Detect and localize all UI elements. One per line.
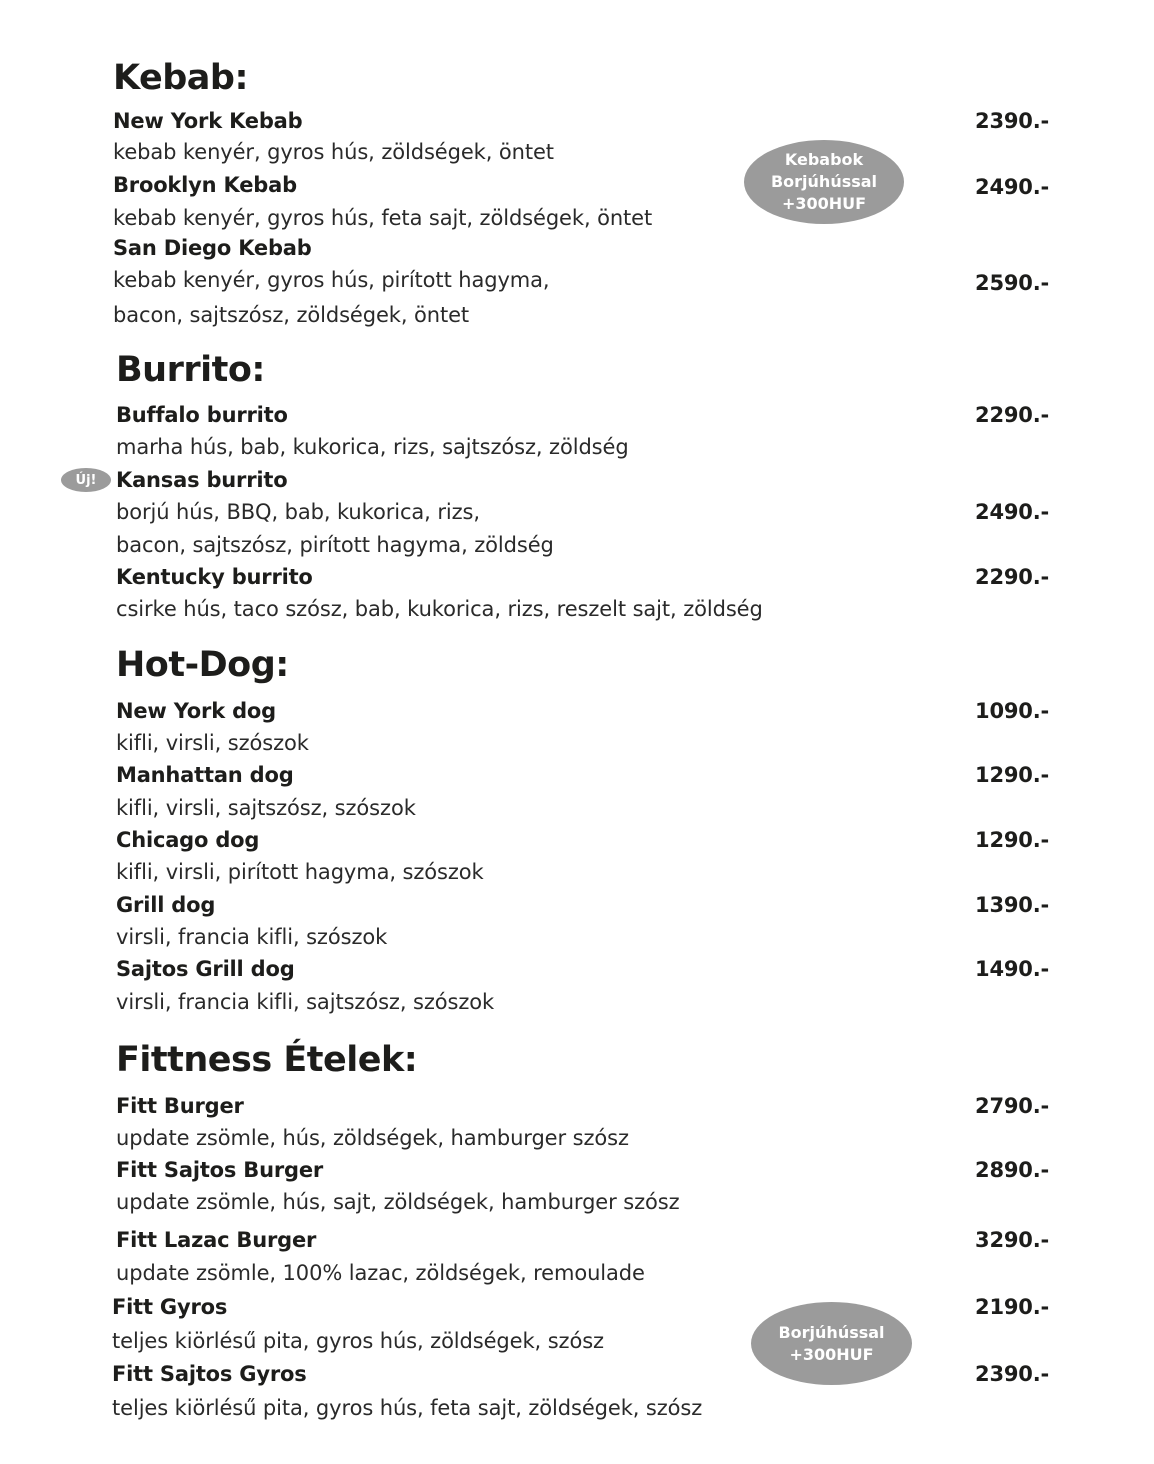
menu-item-description: marha hús, bab, kukorica, rizs, sajtszósz, zöldség <box>116 435 629 459</box>
menu-item-description: virsli, francia kifli, sajtszósz, szószok <box>116 990 495 1014</box>
menu-item-price: 1390.- <box>975 893 1049 917</box>
menu-item-name: Kentucky burrito <box>116 565 313 589</box>
menu-item-price: 1290.- <box>975 763 1049 787</box>
badge-line: Borjúhússal <box>778 1322 885 1342</box>
menu-item-description: borjú hús, BBQ, bab, kukorica, rizs, <box>116 500 480 524</box>
menu-item-price: 2790.- <box>975 1094 1049 1118</box>
menu-item-description: teljes kiörlésű pita, gyros hús, zöldségek, szósz <box>112 1329 604 1353</box>
menu-item-description: virsli, francia kifli, szószok <box>116 925 388 949</box>
menu-item-name: Grill dog <box>116 893 216 917</box>
menu-item-price: 2590.- <box>975 271 1049 295</box>
section-heading-fitness: Fittness Ételek: <box>116 1040 418 1080</box>
menu-item-name: Fitt Sajtos Burger <box>116 1158 324 1182</box>
menu-item-name: Fitt Sajtos Gyros <box>112 1362 307 1386</box>
menu-item-name: Fitt Gyros <box>112 1295 228 1319</box>
section-heading-kebab: Kebab: <box>113 58 248 98</box>
menu-item-name: San Diego Kebab <box>113 236 312 260</box>
menu-item-name: Fitt Lazac Burger <box>116 1228 317 1252</box>
menu-item-name: New York dog <box>116 699 276 723</box>
menu-item-description: kifli, virsli, szószok <box>116 731 309 755</box>
menu-item-name: New York Kebab <box>113 109 303 133</box>
menu-item-name: Kansas burrito <box>116 468 288 492</box>
menu-item-price: 2190.- <box>975 1295 1049 1319</box>
menu-item-description: kebab kenyér, gyros hús, pirított hagyma, <box>113 268 550 292</box>
menu-item-description: bacon, sajtszósz, zöldségek, öntet <box>113 303 470 327</box>
new-item-badge: Új! <box>61 468 111 492</box>
menu-item-name: Brooklyn Kebab <box>113 173 297 197</box>
badge-line: +300HUF <box>781 194 867 213</box>
menu-item-description: teljes kiörlésű pita, gyros hús, feta sajt, zöldségek, szósz <box>112 1396 703 1420</box>
section-heading-burrito: Burrito: <box>116 350 265 390</box>
menu-item-name: Fitt Burger <box>116 1094 244 1118</box>
menu-item-price: 1290.- <box>975 828 1049 852</box>
menu-item-description: kebab kenyér, gyros hús, zöldségek, öntet <box>113 140 554 164</box>
menu-item-description: update zsömle, hús, zöldségek, hamburger szósz <box>116 1126 629 1150</box>
menu-item-name: Chicago dog <box>116 828 260 852</box>
menu-item-description: update zsömle, hús, sajt, zöldségek, hamburger szósz <box>116 1190 680 1214</box>
veal-surcharge-badge <box>744 140 904 224</box>
badge-line: Kebabok <box>784 150 864 169</box>
menu-item-price: 2390.- <box>975 1362 1049 1386</box>
menu-item-name: Sajtos Grill dog <box>116 957 295 981</box>
menu-item-price: 2390.- <box>975 109 1049 133</box>
menu-item-price: 2890.- <box>975 1158 1049 1182</box>
menu-item-description: kifli, virsli, sajtszósz, szószok <box>116 796 416 820</box>
menu-item-description: csirke hús, taco szósz, bab, kukorica, rizs, reszelt sajt, zöldség <box>116 597 763 621</box>
veal-surcharge-badge <box>751 1302 912 1385</box>
menu-item-description: bacon, sajtszósz, pirított hagyma, zöldség <box>116 533 554 557</box>
menu-item-name: Manhattan dog <box>116 763 294 787</box>
menu-item-price: 2290.- <box>975 403 1049 427</box>
menu-item-price: 2290.- <box>975 565 1049 589</box>
menu-item-price: 2490.- <box>975 500 1049 524</box>
menu-item-description: update zsömle, 100% lazac, zöldségek, remoulade <box>116 1261 645 1285</box>
menu-item-name: Buffalo burrito <box>116 403 288 427</box>
badge-line: Borjúhússal <box>770 172 878 191</box>
menu-item-price: 3290.- <box>975 1228 1049 1252</box>
menu-item-price: 2490.- <box>975 175 1049 199</box>
badge-line: +300HUF <box>789 1344 874 1364</box>
menu-item-description: kifli, virsli, pirított hagyma, szószok <box>116 860 484 884</box>
menu-item-price: 1090.- <box>975 699 1049 723</box>
menu-item-description: kebab kenyér, gyros hús, feta sajt, zöldségek, öntet <box>113 206 653 230</box>
menu-item-price: 1490.- <box>975 957 1049 981</box>
section-heading-hotdog: Hot-Dog: <box>116 645 289 685</box>
